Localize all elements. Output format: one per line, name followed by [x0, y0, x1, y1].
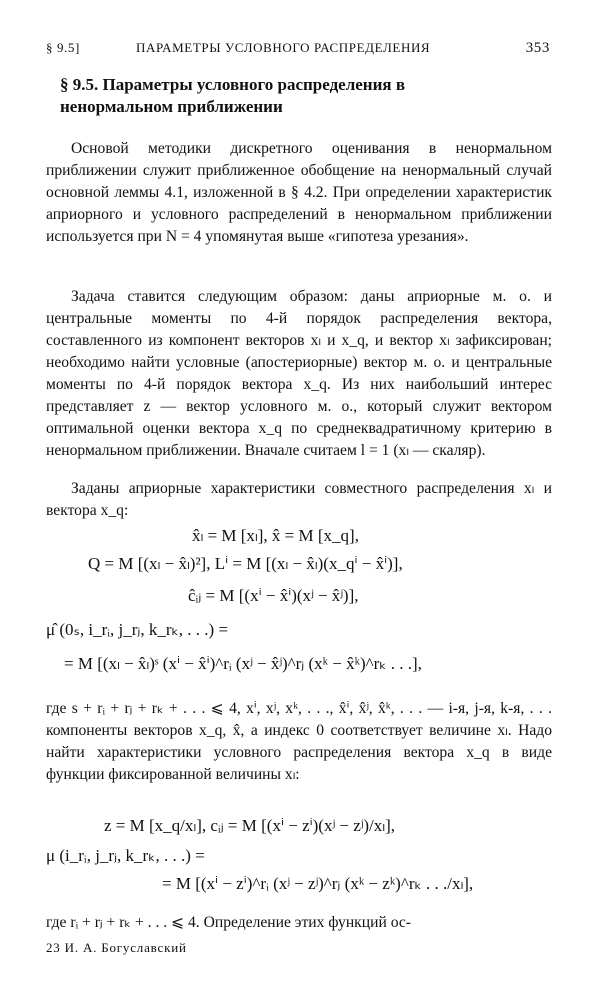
paragraph-1 — [46, 138, 552, 248]
paragraph-text: где rᵢ + rⱼ + rₖ + . . . ⩽ 4. Определение этих функций ос- — [46, 914, 411, 931]
formula-mu-rhs: = M [(xⁱ − zⁱ)^rᵢ (xʲ − zʲ)^rⱼ (xᵏ − zᵏ)^rₖ . . ./xₗ], — [162, 874, 474, 893]
paragraph-text: Основой методики дискретного оценивания в ненормальном приближении служит приближенное обобщение на ненормальный случай основной леммы 4.1, изложенной в § 4.2. При определении характеристик априорного и условного распределений в ненормальном приближении используется при N = 4 упомянутая выше «гипотеза урезания». — [46, 140, 552, 245]
page-number: 353 — [525, 40, 550, 56]
paragraph-text: Задача ставится следующим образом: даны априорные м. о. и центральные моменты по 4-й порядок распределения вектора, составленного из компонент векторов xₗ и x_q, и вектор xₗ зафиксирован; необходимо найти условные (апостериорные) вектор м. о. и центральные моменты по 4-й порядок вектора x_q. Из них наибольший интерес представляет z — вектор условного м. о., который служит вектором оптимальной оценки вектора x_q по среднеквадратичному критерию в ненормальном приближении. Вначале считаем l = 1 (xₗ — скаляр). — [46, 288, 552, 459]
formula-z-c: z = M [x_q/xₗ], cᵢⱼ = M [(xⁱ − zⁱ)(xʲ − zʲ)/xₗ], — [104, 816, 396, 835]
formula-means: x̂ₗ = M [xₗ], x̂ = M [x_q], — [192, 526, 359, 545]
section-reference: § 9.5] — [46, 40, 80, 55]
paragraph-3 — [46, 478, 552, 522]
paragraph-5 — [46, 912, 552, 934]
section-heading: § 9.5. Параметры условного распределения в ненормальном приближении — [60, 75, 406, 116]
paragraph-text: Заданы априорные характеристики совместного распределения xₗ и вектора x_q: — [46, 480, 552, 519]
paragraph-text: где s + rᵢ + rⱼ + rₖ + . . . ⩽ 4, xⁱ, xʲ, xᵏ, . . ., x̂ⁱ, x̂ʲ, x̂ᵏ, . . . — i-я, j-я, k-я, . . . компоненты векторов x_q, x̂, а индекс 0 соответствует величине xₗ. Надо найти характеристики условного распределения вектора x_q в виде функции фиксированной величины xₗ: — [46, 700, 552, 783]
running-title: ПАРАМЕТРЫ УСЛОВНОГО РАСПРЕДЕЛЕНИЯ — [136, 40, 431, 55]
paragraph-4 — [46, 698, 552, 786]
formula-mu-lhs: μ (i_rᵢ, j_rⱼ, k_rₖ, . . .) = — [46, 846, 205, 865]
formula-mu-hat-lhs: μ̂ (0ₛ, i_rᵢ, j_rⱼ, k_rₖ, . . .) = — [46, 620, 229, 639]
formula-q-l: Q = M [(xₗ − x̂ₗ)²], Lⁱ = M [(xₗ − x̂ₗ)(x_qⁱ − x̂ⁱ)], — [88, 554, 403, 573]
printer-signature: 23 И. А. Богуславский — [46, 940, 187, 955]
formula-cij: ĉᵢⱼ = M [(xⁱ − x̂ⁱ)(xʲ − x̂ʲ)], — [188, 586, 359, 605]
formula-mu-hat-rhs: = M [(xₗ − x̂ₗ)ˢ (xⁱ − x̂ⁱ)^rᵢ (xʲ − x̂ʲ)^rⱼ (xᵏ − x̂ᵏ)^rₖ . . .], — [64, 654, 422, 673]
paragraph-2 — [46, 286, 552, 462]
running-head — [46, 40, 550, 58]
